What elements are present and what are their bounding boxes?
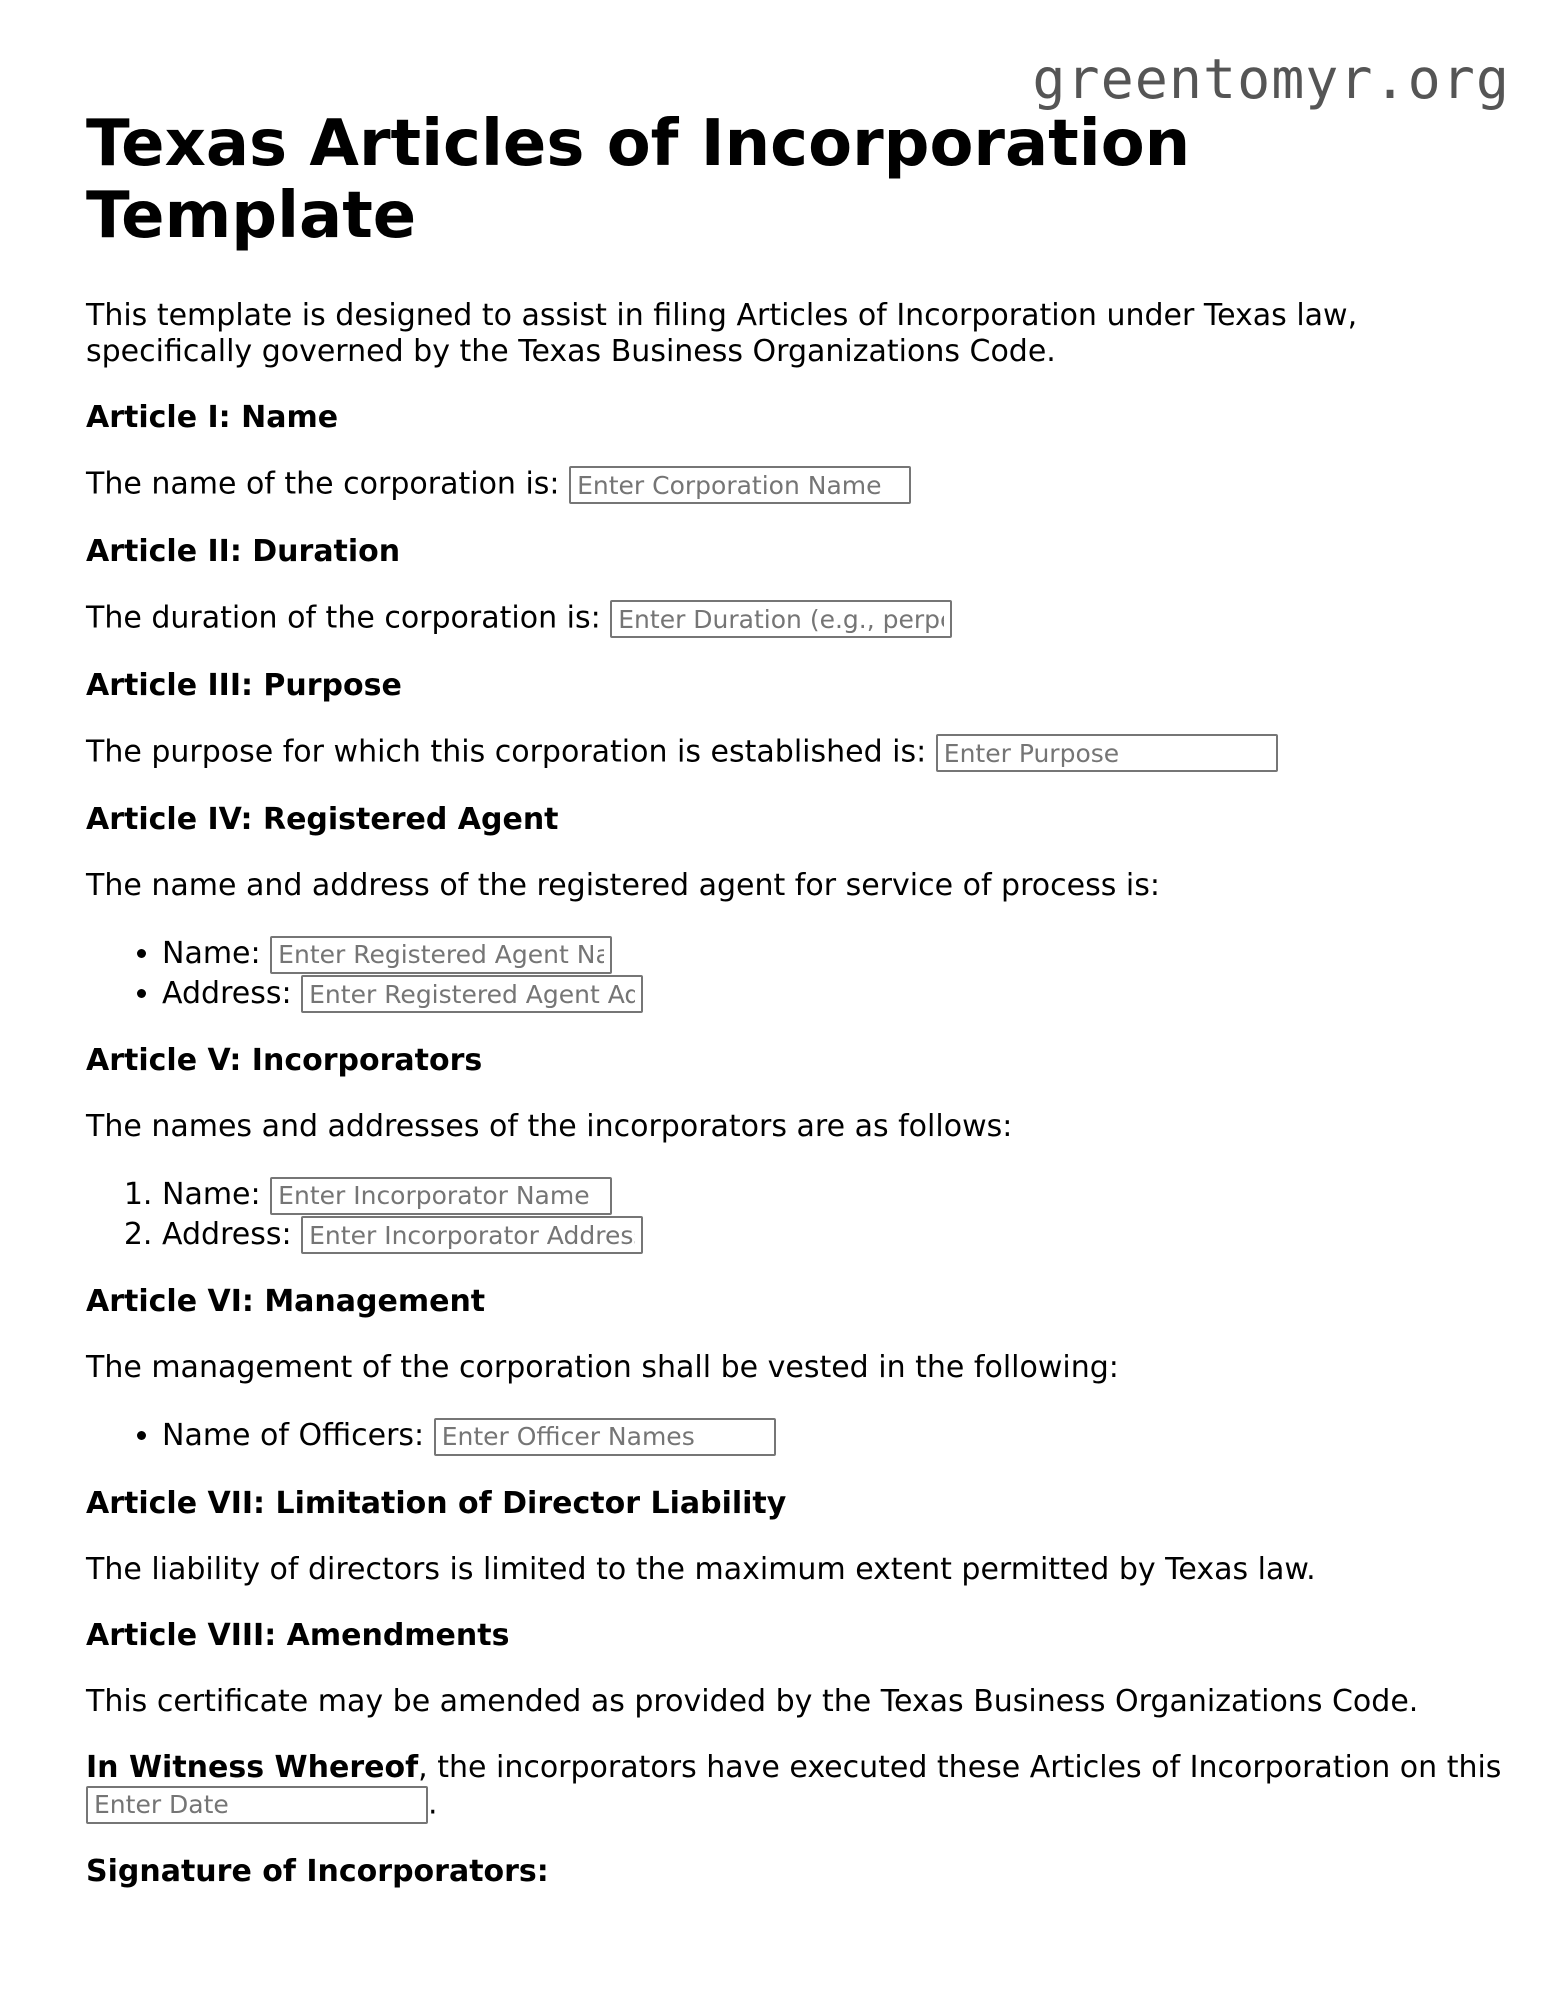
article-1-heading: Article I: Name — [86, 400, 339, 435]
article-5-text: The names and addresses of the incorporators are as follows: — [86, 1109, 1013, 1144]
article-4-text: The name and address of the registered agent for service of process is: — [86, 868, 1160, 903]
agent-name-input[interactable] — [270, 936, 612, 974]
registered-agent-list — [86, 934, 1506, 1013]
witness-text: , the incorporators have executed these Articles of Incorporation on this — [418, 1749, 1502, 1785]
article-2-heading: Article II: Duration — [86, 534, 401, 569]
witness-bold-text: In Witness Whereof — [86, 1749, 419, 1785]
intro-paragraph: This template is designed to assist in filing Articles of Incorporation under Texas law, specifically governed by the Texas Business Organizations Code. — [86, 298, 1358, 369]
page-title: Texas Articles of Incorporation Template — [86, 107, 1191, 253]
article-5-heading: Article V: Incorporators — [86, 1043, 483, 1078]
article-8-text: This certificate may be amended as provided by the Texas Business Organizations Code. — [86, 1683, 1419, 1719]
article-4-heading: Article IV: Registered Agent — [86, 802, 559, 837]
list-item — [162, 974, 1506, 1014]
list-item — [162, 1175, 1506, 1215]
article-2-paragraph — [86, 600, 1506, 638]
article-2-text: The duration of the corporation is: — [86, 600, 601, 636]
purpose-input[interactable] — [936, 734, 1278, 772]
article-1-paragraph — [86, 466, 1506, 504]
witness-end: . — [428, 1786, 438, 1821]
corporation-name-input[interactable] — [569, 466, 911, 504]
list-item — [162, 1215, 1506, 1255]
incorporator-address-label: Address: — [162, 1216, 292, 1252]
article-7-text: The liability of directors is limited to the maximum extent permitted by Texas law. — [86, 1551, 1316, 1587]
witness-paragraph — [86, 1750, 1506, 1824]
document-body — [86, 108, 1506, 1920]
article-6-text: The management of the corporation shall be vested in the following: — [86, 1350, 1119, 1385]
incorporator-name-label: Name: — [162, 1177, 261, 1212]
management-list — [86, 1416, 1506, 1456]
agent-name-label: Name: — [162, 936, 261, 971]
officer-names-label: Name of Officers: — [162, 1418, 425, 1453]
article-1-text: The name of the corporation is: — [86, 466, 560, 502]
signature-heading: Signature of Incorporators: — [86, 1853, 549, 1889]
incorporator-name-input[interactable] — [270, 1177, 612, 1215]
watermark: greentomyr.org — [1032, 47, 1510, 111]
agent-address-label: Address: — [162, 975, 292, 1011]
officer-names-input[interactable] — [434, 1418, 776, 1456]
article-3-heading: Article III: Purpose — [86, 668, 402, 703]
article-8-heading: Article VIII: Amendments — [86, 1617, 510, 1653]
duration-input[interactable] — [610, 600, 952, 638]
article-6-heading: Article VI: Management — [86, 1284, 486, 1319]
article-7-heading: Article VII: Limitation of Director Liability — [86, 1485, 787, 1521]
incorporators-list — [86, 1175, 1506, 1254]
list-item — [162, 934, 1506, 974]
date-input[interactable] — [86, 1786, 428, 1824]
article-3-text: The purpose for which this corporation is established is: — [86, 734, 927, 770]
agent-address-input[interactable] — [301, 975, 643, 1013]
article-3-paragraph — [86, 734, 1506, 772]
list-item — [162, 1416, 1506, 1456]
incorporator-address-input[interactable] — [301, 1216, 643, 1254]
